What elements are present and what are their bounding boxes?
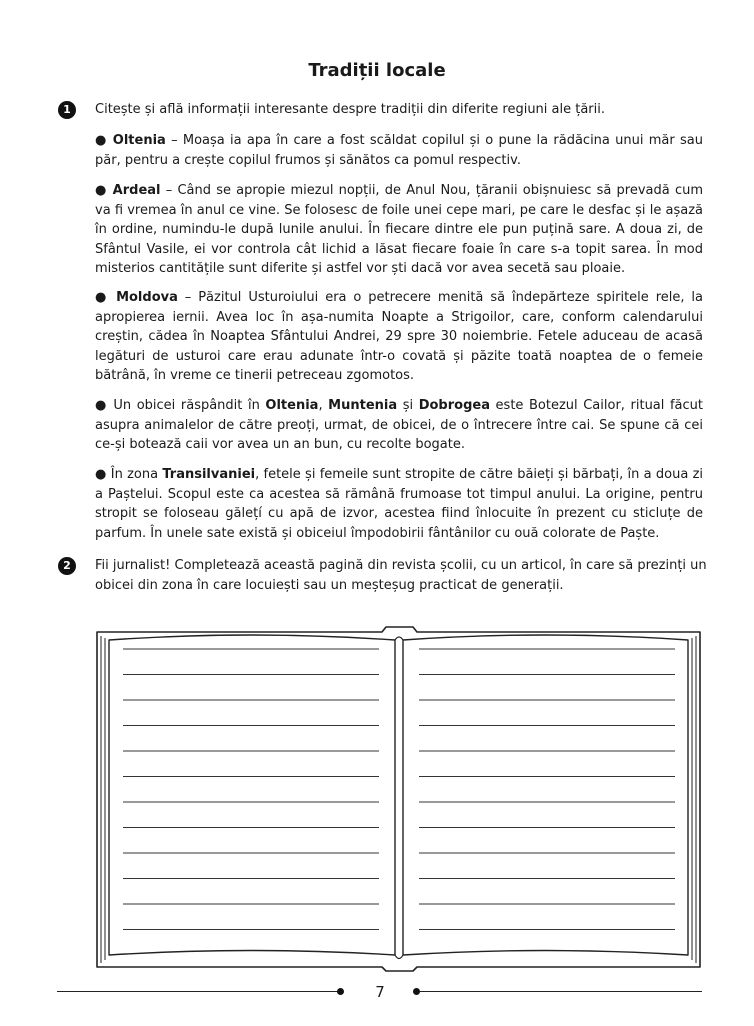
region-name: Dobrogea: [418, 398, 490, 413]
bullet: ●: [95, 183, 108, 198]
footer-dot-left: [337, 988, 344, 995]
bullet: ●: [95, 290, 110, 305]
exercise-1-instruction: Citește și află informații interesante despre tradiții din diferite regiuni ale țării.: [95, 102, 606, 117]
bullet: ●: [95, 133, 108, 148]
footer-dot-right: [413, 988, 420, 995]
footer-rule-left: [57, 991, 340, 992]
region-name: Transilvaniei: [162, 467, 256, 482]
section-text: Un obicei răspândit în: [107, 398, 266, 413]
region-name: Oltenia: [112, 133, 166, 148]
section-text: În zona: [106, 467, 163, 482]
region-name: Ardeal: [112, 183, 161, 198]
exercise-1-number-badge: 1: [58, 101, 76, 119]
exercise-2-instruction: Fii jurnalist! Completează această pagină din revista școlii, cu un articol, în care să prezinți un obicei din zona în care locuiești sau un meșteșug practicat de generații.: [95, 558, 707, 593]
footer-rule-right: [420, 991, 702, 992]
section-text: și: [397, 398, 419, 413]
bullet: ●: [95, 467, 107, 482]
section-text: este Botezul Cailor, ritual făcut asupra animalelor de către preoți, urmat, de obicei, de o întrecere între cai. Se spune că cei ce-și botează caii vor avea un an bun, cu recolte bogate.: [95, 398, 703, 452]
section-text: , fetele și femeile sunt stropite de către băieți și bărbați, în a doua zi a Paștelui. Scopul este ca acestea să rămână frumoase tot timpul anului. La origine, pentru stropit se foloseau gălețí cu apă de izvor, acestea fiind înlocuite în prezent cu sticluțe de parfum. În unele sate există și obiceiul împodobirii fântânilor cu ouă colorate de Paște.: [95, 467, 704, 541]
bullet: ●: [95, 398, 108, 413]
section-text: – Păzitul Usturoiului era o petrecere menită să îndepărteze spiritele rele, la apropierea iernii. Avea loc în așa-numita Noapte a Strigoilor, care, conform calendarului creștin, cădea în Noaptea Sfântului Andrei, 29 spre 30 noiembrie. Fetele aduceau de acasă legături de usturoi care erau adunate într-o covată și păzite toată noaptea de o femeie bătrână, în vreme ce tinerii petreceau zgomotos.: [95, 290, 704, 383]
section-text: ,: [318, 398, 329, 413]
section-text: – Moașa ia apa în care a fost scăldat copilul și o pune la rădăcina unui măr sau păr, pentru a crește copilul frumos și sănătos ca pomul respectiv.: [95, 133, 704, 168]
page-number: 7: [375, 983, 385, 1001]
page-title: Tradiții locale: [308, 60, 446, 81]
region-name: Moldova: [116, 290, 178, 305]
region-name: Muntenia: [328, 398, 398, 413]
exercise-2-number-badge: 2: [58, 557, 76, 575]
region-name: Oltenia: [265, 398, 319, 413]
section-text: – Când se apropie miezul nopții, de Anul Nou, țăranii obișnuiesc să prevadă cum va fi vremea în anul ce vine. Se folosesc de foile unei cepe mari, pe care le desfac și le așază în ordine, numindu-le după lunile anului. În fiecare dintre ele pun puțină sare. A doua zi, de Sfântul Vasile, ei vor controla cât lichid a lăsat fiecare foaie în care s-a topit sarea. În mod misterios cantitățile sunt diferite și astfel vor ști dacă vor avea secetă sau ploaie.: [95, 183, 704, 276]
